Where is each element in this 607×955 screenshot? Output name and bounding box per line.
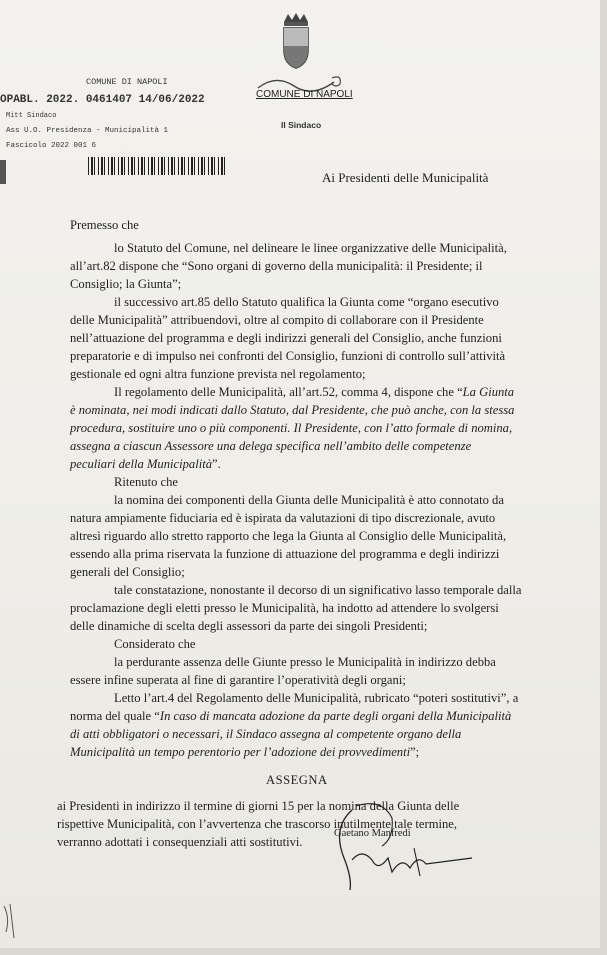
p5-line: tale constatazione, nonostante il decorso di un significativo lasso temporale dalla [114,583,522,597]
logo-text: COMUNE DI NAPOLI [256,89,353,100]
p7-line: Municipalità un tempo perentorio per l’adozione dei provvedimenti”; [70,745,420,759]
p4-line: la nomina dei componenti della Giunta delle Municipalità è atto connotato da [114,493,504,507]
p7-line: Letto l’art.4 del Regolamento delle Municipalità, rubricato “poteri sostitutivi”, a [114,691,519,705]
barcode [88,157,228,175]
premesso-heading: Premesso che [70,218,139,232]
p1-line: all’art.82 dispone che “Sono organi di governo della municipalità: il Presidente; il [70,259,483,273]
p7-line: di atti obbligatori o necessari, il Sindaco assegna al competente organo della [70,727,462,741]
stamp-fascicolo: Fascicolo 2022 001 6 [6,142,97,150]
p3-line: Il regolamento delle Municipalità, all’art.52, comma 4, dispone che “La Giunta [114,385,515,399]
p2-line: gestionale ed ogni altra funzione prevista nel regolamento; [70,367,366,381]
stamp-mitt: Mitt Sindaco [6,112,57,120]
p3-line: assegna a ciascun Assessore una delega specifica nell’ambito delle competenze [70,439,472,453]
handwritten-signature-icon [322,798,482,893]
p1-line: lo Statuto del Comune, nel delineare le linee organizzative delle Municipalità, [114,241,507,255]
p7-line: norma del quale “In caso di mancata adozione da parte degli organi della Municipalità [70,709,512,723]
ritenuto-heading: Ritenuto che [114,475,179,489]
scribble-mark-icon [0,898,30,948]
stamp-protocol: OPABL. 2022. 0461407 14/06/2022 [0,94,205,106]
p8-line: ai Presidenti in indirizzo il termine di giorni 15 per la nomina della Giunta delle [57,799,460,813]
p2-line: il successivo art.85 dello Statuto qualifica la Giunta come “organo esecutivo [114,295,499,309]
p4-line: generali del Consiglio; [70,565,185,579]
p4-line: altresì riguardo allo stretto rapporto che lega la Giunta al Consiglio delle Municipalità, [70,529,507,543]
edge-mark [0,160,6,184]
p6-line: la perdurante assenza delle Giunte presso le Municipalità in indirizzo debba [114,655,496,669]
p5-line: proclamazione degli eletti presso le Municipalità, ha indotto ad attendere lo svolgersi [70,601,499,615]
p8-line: rispettive Municipalità, con l’avvertenza che trascorso inutilmente tale termine, [57,817,458,831]
p2-line: nell’attuazione del programma e degli indirizzi generali del Consiglio, anche funzioni [70,331,502,345]
p4-line: essendo alla prima riservata la funzione di attuazione del programma e degli indirizzi [70,547,500,561]
p3-line: peculiari della Municipalità”. [70,457,221,471]
p3-line: è nominata, nei modi indicati dallo Statuto, dal Presidente, che può anche, con la stessa [70,403,515,417]
p2-line: preparatorie e di impulso nei confronti del Consiglio, funzioni di controllo sull’attività [70,349,506,363]
p2-line: delle Municipalità” attribuendovi, oltre al compito di collaborare con il Presidente [70,313,484,327]
signatory-name: Gaetano Manfredi [334,828,411,839]
p5-line: delle dinamiche di scelta degli assessori da parte dei singoli Presidenti; [70,619,428,633]
stamp-comune: COMUNE DI NAPOLI [86,77,168,87]
recipient: Ai Presidenti delle Municipalità [322,170,489,185]
p1-line: Consiglio; la Giunta”; [70,277,182,291]
p8-line: verranno adottati i consequenziali atti sostitutivi. [57,835,303,849]
office-title: Il Sindaco [281,120,322,130]
p6-line: essere infine superata al fine di garantire l’operatività degli organi; [70,673,406,687]
p4-line: natura ampiamente fiduciaria ed è ispirata da valutazioni di tipo discrezionale, avuto [70,511,496,525]
assegna-heading: ASSEGNA [266,773,328,787]
considerato-heading: Considerato che [114,637,196,651]
city-crest-icon [276,12,316,70]
stamp-ass: Ass U.O. Presidenza - Municipalità 1 [6,127,169,135]
p3-line: procedura, sostituire uno o più componenti. Il Presidente, con l’atto formale di nomina, [70,421,513,435]
